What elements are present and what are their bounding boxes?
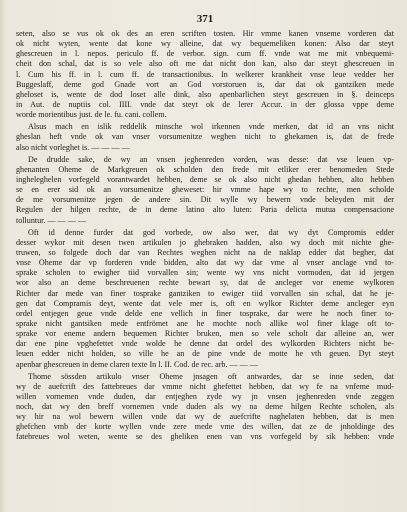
paragraph (16, 29, 394, 120)
text-line: Thome sössden artikulo vnser Oheme jnsagen oft antwardes, dar se inne seden, dat (28, 371, 394, 381)
text-line: De drudde sake, de wy an vnsen jeghenreden vorden, was desse: dat vse leuen vp- (28, 154, 394, 164)
text-line: truwen, so folgede doch dar van Rechtes weghen nicht na de naklap edder dat begher, dat (16, 247, 394, 257)
text-line: willen vornemen vnde duden, dar entjeghen zyde wy jn vnsen jeghenreden vnde zeggen (16, 391, 394, 401)
text-line: in Aut. de nuptiis col. IIII. vnde dat steyt ok de lerer Accur. in der glossa vppe deme (16, 99, 394, 109)
text-line: se en erer sid ok an vorsumenitze gheweset: hir vmme hape wy to rechte, men scholde (16, 185, 394, 195)
text-line: Richter dar mede van finer tosprake gantziken to ewiger tiid vorvallen sin schal, dat he je- (16, 288, 394, 298)
text-line: ghefchen vmb der korte wyllen vnde zere mede vme des willen, dat ze de jnholdinge des (16, 422, 394, 432)
text-line: l. Cum his ff. in l. cum ff. de transactionibus. In welkerer krankheit vnse leue vedder her (16, 69, 394, 79)
text-body (16, 29, 394, 443)
text-line: wor also an deme beschreuenen rechte bewart sy, dat de ancleger vor eneme wylkoren (16, 278, 394, 288)
text-line: cheit don schal, dat is so vele also oft me dat nicht don kan, also dar steyt ghescreuen in (16, 59, 394, 69)
text-line: worde morientibus just. de le. fu. cani. collem. (16, 110, 167, 120)
text-line: gheslan heft vnde ok van vnser vorsumenitze weghen nicht to ghekamen is, dat de frede (16, 132, 394, 142)
paragraph (16, 155, 394, 226)
paragraph (16, 372, 394, 443)
text-line: ok nicht wyten, wente dat kone wy alleine, dat wy bequemeliken konen: Also dar steyt (16, 39, 394, 49)
page-number: 371 (196, 13, 214, 25)
paragraph (16, 228, 394, 370)
text-line: ghescreuen in l. nepos. periculo ff. de verbor. sign. cum ff. vnde wat me mit vnbequemi- (16, 49, 394, 59)
text-line: sprake scholen to ewigher tiid vorvallen sin; wente wy vns nicht vormoden, dat id jergen (16, 268, 394, 278)
text-line: leuen edder nicht holden, so ville he an de pine vnde de motte he vth geuen. Dyt steyt (16, 349, 394, 359)
text-line: ingheleghelen vorfegeld vorantwardet hebben, deme se ok also nicht ghedan hebben, alto hebben (16, 174, 394, 184)
text-line: ordel entjegen geue vnde delde ene vellich in finer tosprake, dar were he noch finer to- (16, 308, 394, 318)
text-line: gheloset is, wente de dod loset alle dink, also apenbarlichen steyt gescreuen in §. deinceps (16, 89, 394, 99)
text-line: Oft id denne furder dat god vorbede, ow also wer, dat wy dyt Compromis edder (28, 227, 394, 237)
text-line: wy de auefcrift des fattebreues dar vmme nicht ghefettet hebben, dat wy fe na vnfeme mud- (16, 381, 394, 391)
text-line: dar ene pine vpghefettet vnde wolde he denne dat ordel des wylkorden Richters nicht be- (16, 339, 394, 349)
text-line: gen dat Compramis deyt, wente dat vele mer is, oft en wylkor Richter deme ancleger eyn (16, 298, 394, 308)
text-line: Buggeslaff, deme god Gnade vort an God vorstoruen is, dar dat ok gantziken mede (16, 79, 394, 89)
text-line: sprake vor eneme andern bequemen Richter bruken, men so vele scholt dar alleine an, wer (16, 329, 394, 339)
text-line: de me vorsumenitze jegen de andere sin. Dit wylle wy bewern vnde beleyden mit der (16, 195, 394, 205)
text-line: desser wykor mit desen twen artikulen jo ghebraken hadden, also wy doch mit nichte ghe- (16, 237, 394, 247)
paragraph (16, 122, 394, 152)
text-line: noch, dat wy den breff vornemen vnde duden als wy na deme hilgen Rechte scholen, als (16, 402, 394, 412)
text-line: fatebreues wol weten, wente se des gheliken enen van vns vorfegeld by sik hebben: vnde (16, 432, 394, 442)
text-line: tolluntur. — — — — (16, 215, 86, 225)
text-line: Regulen der hilgen rechte, de in deme latino alto luten: Paria delicta mutua compensacione (16, 205, 394, 215)
text-line: wy hir na wol bewern willen vnde dat wy de auefcrifte naghelaten hebben, dat is men (16, 412, 394, 422)
text-line: ghenanten Oheme de Markgreuen ok scholden den frede mit etliker erer benomeden Stede (16, 164, 394, 174)
text-line: vnse Oheme dar vp forderen vnde bidden, alto dat wy dar vme al vnser anclage vnd to- (16, 258, 394, 268)
text-line: sprake nicht gantsiken mede entfrömet ane he mochte noch allike wol finer klage oft to- (16, 318, 394, 328)
text-line: seten, also se vus ok ok des an eren scriften tosten. Hir vmme kanen vnseme vorderen dat (16, 29, 394, 38)
text-line: Alsus mach en islik reddelik minsche wol irkennen vnde merken, dat id an vns nicht (28, 122, 394, 132)
text-line: apenbar ghescreuen in deme claren texte In l. II. Cod. de rec. arb. — — — (16, 359, 258, 369)
text-line: also nicht vorleghet is. — — — — (16, 142, 130, 152)
